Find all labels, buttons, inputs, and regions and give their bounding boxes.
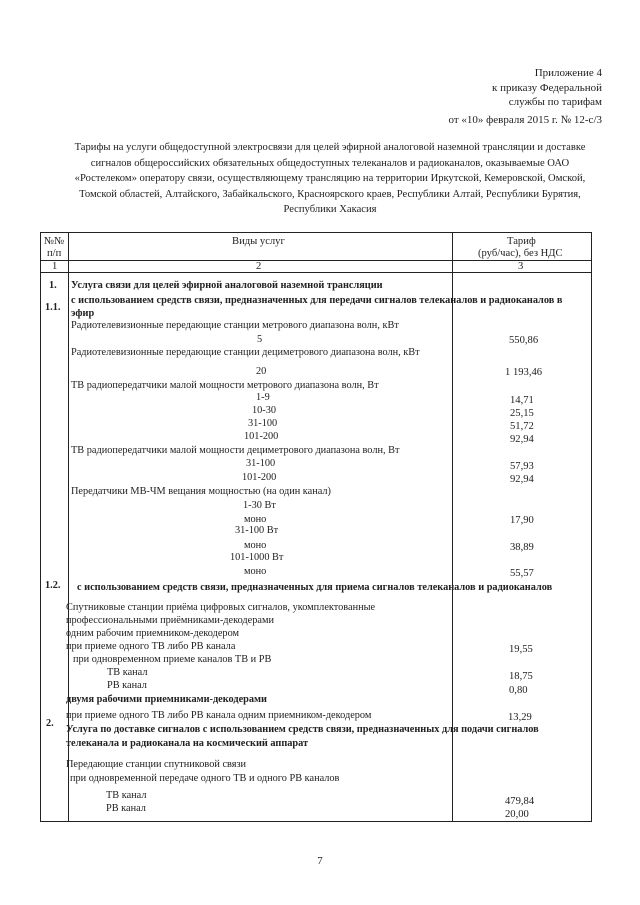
tv-metric-1-9: 1-9 <box>256 392 270 403</box>
uplink-stations: Передающие станции спутниковой связи <box>66 759 247 770</box>
sat-rv-channel-value: 0,80 <box>509 685 528 696</box>
title-line-1: Тарифы на услуги общедоступной электросвязи для целей эфирной аналоговой наземной трансляции и доставке <box>74 142 586 153</box>
tv-metric-10-30-value: 25,15 <box>510 408 534 419</box>
sat-rv-channel: РВ канал <box>107 680 147 691</box>
sat-two-decoders: двумя рабочими приемниками-декодерами <box>66 694 267 705</box>
header-tariff: Тариф <box>507 236 536 247</box>
header-num-a: №№ <box>44 236 65 247</box>
sat-stations-a: Спутниковые станции приёма цифровых сигналов, укомплектованные <box>66 602 376 613</box>
tv-decimetric-101-200: 101-200 <box>242 472 277 483</box>
rtv-metric-5-value: 550,86 <box>509 335 539 346</box>
row-num-2: 2. <box>46 718 54 729</box>
row-num-1-1: 1.1. <box>45 302 61 313</box>
fm-101-1000-mono: моно <box>244 566 267 577</box>
rtv-decimetric-20-value: 1 193,46 <box>505 367 543 378</box>
sat-one-channel: при приеме одного ТВ либо РВ канала <box>66 641 236 652</box>
tv-decimetric-31-100: 31-100 <box>246 458 276 469</box>
tv-metric-31-100: 31-100 <box>248 418 278 429</box>
row-num-1: 1. <box>49 280 57 291</box>
sat-simultaneous: при одновременном приеме каналов ТВ и РВ <box>73 654 272 665</box>
sat-one-channel-one-decoder: при приеме одного ТВ либо РВ канала одним приемником-декодером <box>66 710 372 721</box>
table-colnum-divider <box>40 272 592 273</box>
appendix-line-2: к приказу Федеральной <box>492 81 602 94</box>
tv-metric-1-9-value: 14,71 <box>510 395 534 406</box>
table-border-top <box>40 232 592 233</box>
row-1-1-title-a: с использованием средств связи, предназначенных для передачи сигналов телеканалов и радиоканалов в <box>71 295 563 306</box>
tv-decimetric-label: ТВ радиопередатчики малой мощности дециметрового диапазона волн, Вт <box>71 445 400 456</box>
sat-one-channel-value: 19,55 <box>509 644 533 655</box>
title-line-2: сигналов общероссийских обязательных общедоступных телеканалов и радиоканалов, оказываемые ОАО <box>90 157 570 169</box>
table-header-divider <box>40 260 592 261</box>
table-border-right <box>591 232 592 822</box>
row-2-title-b: телеканала и радиоканала на космический аппарат <box>66 738 309 749</box>
sat-tv-channel: ТВ канал <box>107 667 148 678</box>
document-title <box>40 140 620 218</box>
sat-stations-b: профессиональными приёмниками-декодерами <box>66 615 274 626</box>
tv-metric-101-200-value: 92,94 <box>510 434 534 445</box>
fm-transmitters-label: Передатчики МВ-ЧМ вещания мощностью (на один канал) <box>71 486 331 497</box>
uplink-tv-channel: ТВ канал <box>106 790 147 801</box>
fm-31-100-value: 38,89 <box>510 542 534 553</box>
row-1-1-title-b: эфир <box>71 308 95 319</box>
tv-decimetric-31-100-value: 57,93 <box>510 461 534 472</box>
uplink-rv-channel: РВ канал <box>106 803 146 814</box>
uplink-simultaneous: при одновременной передаче одного ТВ и одного РВ каналов <box>70 773 340 784</box>
fm-101-1000: 101-1000 Вт <box>230 552 284 563</box>
page-number: 7 <box>317 855 323 867</box>
header-tariff-unit: (руб/час), без НДС <box>478 248 563 259</box>
sat-one-decoder: одним рабочим приемником-декодером <box>66 628 240 639</box>
tv-metric-101-200: 101-200 <box>244 431 279 442</box>
fm-1-30: 1-30 Вт <box>243 500 276 511</box>
rtv-decimetric-20: 20 <box>256 366 267 377</box>
appendix-line-1: Приложение 4 <box>534 67 602 79</box>
uplink-rv-channel-value: 20,00 <box>505 809 529 820</box>
uplink-tv-channel-value: 479,84 <box>505 796 535 807</box>
colnum-2: 2 <box>256 261 262 272</box>
fm-31-100-mono: моно <box>244 540 267 551</box>
appendix-line-4: от «10» февраля 2015 г. № 12-с/3 <box>448 113 602 126</box>
row-2-title-a: Услуга по доставке сигналов с использованием средств связи, предназначенных для подачи сигналов <box>66 724 539 735</box>
rtv-metric-label: Радиотелевизионные передающие станции метрового диапазона волн, кВт <box>71 320 399 331</box>
appendix-line-3: службы по тарифам <box>508 96 602 108</box>
colnum-3: 3 <box>518 261 524 272</box>
row-1-2-title: с использованием средств связи, предназначенных для приема сигналов телеканалов и радиоканалов <box>77 582 553 593</box>
fm-1-30-value: 17,90 <box>510 515 534 526</box>
title-line-3: «Ростелеком» оператору связи, осуществляющему трансляцию на территории Иркутской, Кемеровской, Омской, <box>74 173 586 184</box>
colnum-1: 1 <box>52 261 58 272</box>
table-border-left <box>40 232 41 822</box>
title-line-5: Республики Хакасия <box>283 204 377 215</box>
sat-one-channel-one-decoder-value: 13,29 <box>508 712 532 723</box>
rtv-metric-5: 5 <box>257 334 263 345</box>
header-num-b: п/п <box>47 248 62 259</box>
fm-31-100: 31-100 Вт <box>235 525 279 536</box>
sat-tv-channel-value: 18,75 <box>509 671 533 682</box>
row-num-1-2: 1.2. <box>45 580 61 591</box>
fm-101-1000-value: 55,57 <box>510 568 534 579</box>
row-1-title: Услуга связи для целей эфирной аналоговой наземной трансляции <box>71 280 383 291</box>
tv-decimetric-101-200-value: 92,94 <box>510 474 534 485</box>
fm-1-30-mono: моно <box>244 514 267 525</box>
rtv-decimetric-label: Радиотелевизионные передающие станции дециметрового диапазона волн, кВт <box>71 347 420 358</box>
tv-metric-label: ТВ радиопередатчики малой мощности метрового диапазона волн, Вт <box>71 380 379 391</box>
tv-metric-10-30: 10-30 <box>252 405 277 416</box>
table-border-bottom <box>40 821 592 822</box>
title-line-4: Томской областей, Алтайского, Забайкальского, Красноярского краев, Республики Алтай, Республики Бурятия, <box>79 188 581 200</box>
appendix-header <box>448 66 602 127</box>
tv-metric-31-100-value: 51,72 <box>510 421 534 432</box>
header-service-types: Виды услуг <box>232 236 285 247</box>
